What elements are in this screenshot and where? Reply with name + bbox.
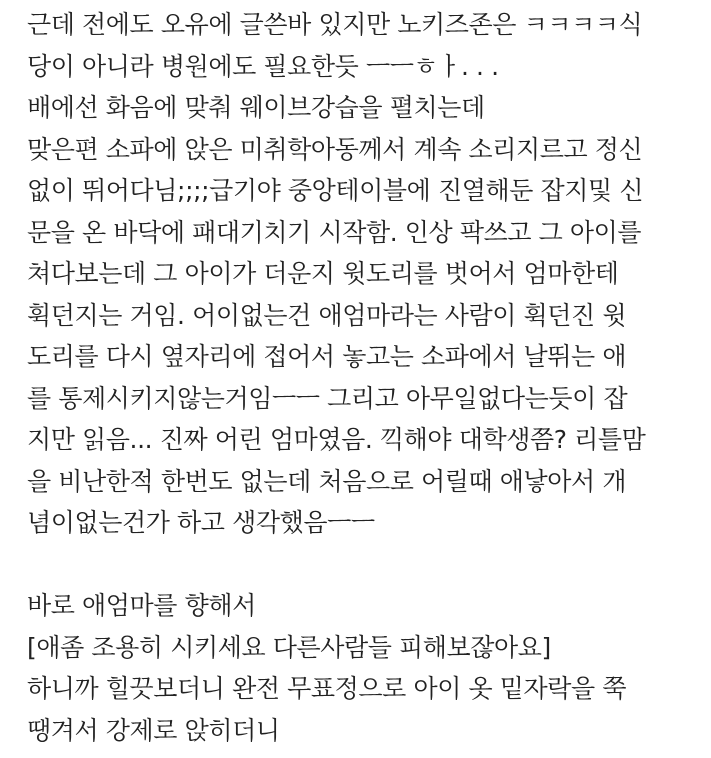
- text-line: 를 통제시키지않는거임ㅡㅡ 그리고 아무일없다는듯이 잡: [27, 383, 628, 413]
- text-line: 당이 아니라 병원에도 필요한듯 ㅡㅡㅎㅏ. . .: [27, 51, 499, 81]
- text-line: 근데 전에도 오유에 글쓴바 있지만 노키즈존은 ㅋㅋㅋㅋ식: [27, 10, 643, 39]
- text-line: 없이 뛰어다님;;;;급기야 중앙테이블에 진열해둔 잡지및 신: [27, 176, 644, 205]
- paragraph-gap: [27, 544, 707, 586]
- text-line: 을 비난한적 한번도 없는데 처음으로 어릴때 애낳아서 개: [27, 466, 627, 496]
- text-line: 쳐다보는데 그 아이가 더운지 윗도리를 벗어서 엄마한테: [27, 259, 619, 288]
- text-line: 배에선 화음에 맞춰 웨이브강습을 펼치는데: [27, 93, 485, 122]
- text-line: 땡겨서 강제로 앉히더니: [27, 715, 280, 745]
- text-line: 바로 애엄마를 향해서: [27, 591, 256, 620]
- text-line: 맞은편 소파에 앉은 미취학아동께서 계속 소리지르고 정신: [27, 134, 643, 164]
- text-line: 문을 온 바닥에 패대기치기 시작함. 인상 팍쓰고 그 아이를: [27, 217, 642, 247]
- text-line: [애좀 조용히 시키세요 다른사람들 피해보잖아요]: [27, 632, 551, 662]
- post-paragraph-2: [27, 585, 707, 751]
- text-line: 지만 읽음... 진짜 어린 엄마였음. 끽해야 대학생쯤? 리틀맘: [27, 425, 646, 454]
- post-paragraph-1: [27, 4, 707, 544]
- post-body: [27, 4, 707, 751]
- text-line: 도리를 다시 옆자리에 접어서 놓고는 소파에서 날뛰는 애: [27, 342, 627, 371]
- text-line: 휙던지는 거임. 어이없는건 애엄마라는 사람이 휙던진 윗: [27, 300, 627, 330]
- text-line: 하니까 힐끗보더니 완전 무표정으로 아이 옷 밑자락을 쭉: [27, 674, 627, 703]
- text-line: 념이없는건가 하고 생각했음ㅡㅡ: [27, 508, 375, 537]
